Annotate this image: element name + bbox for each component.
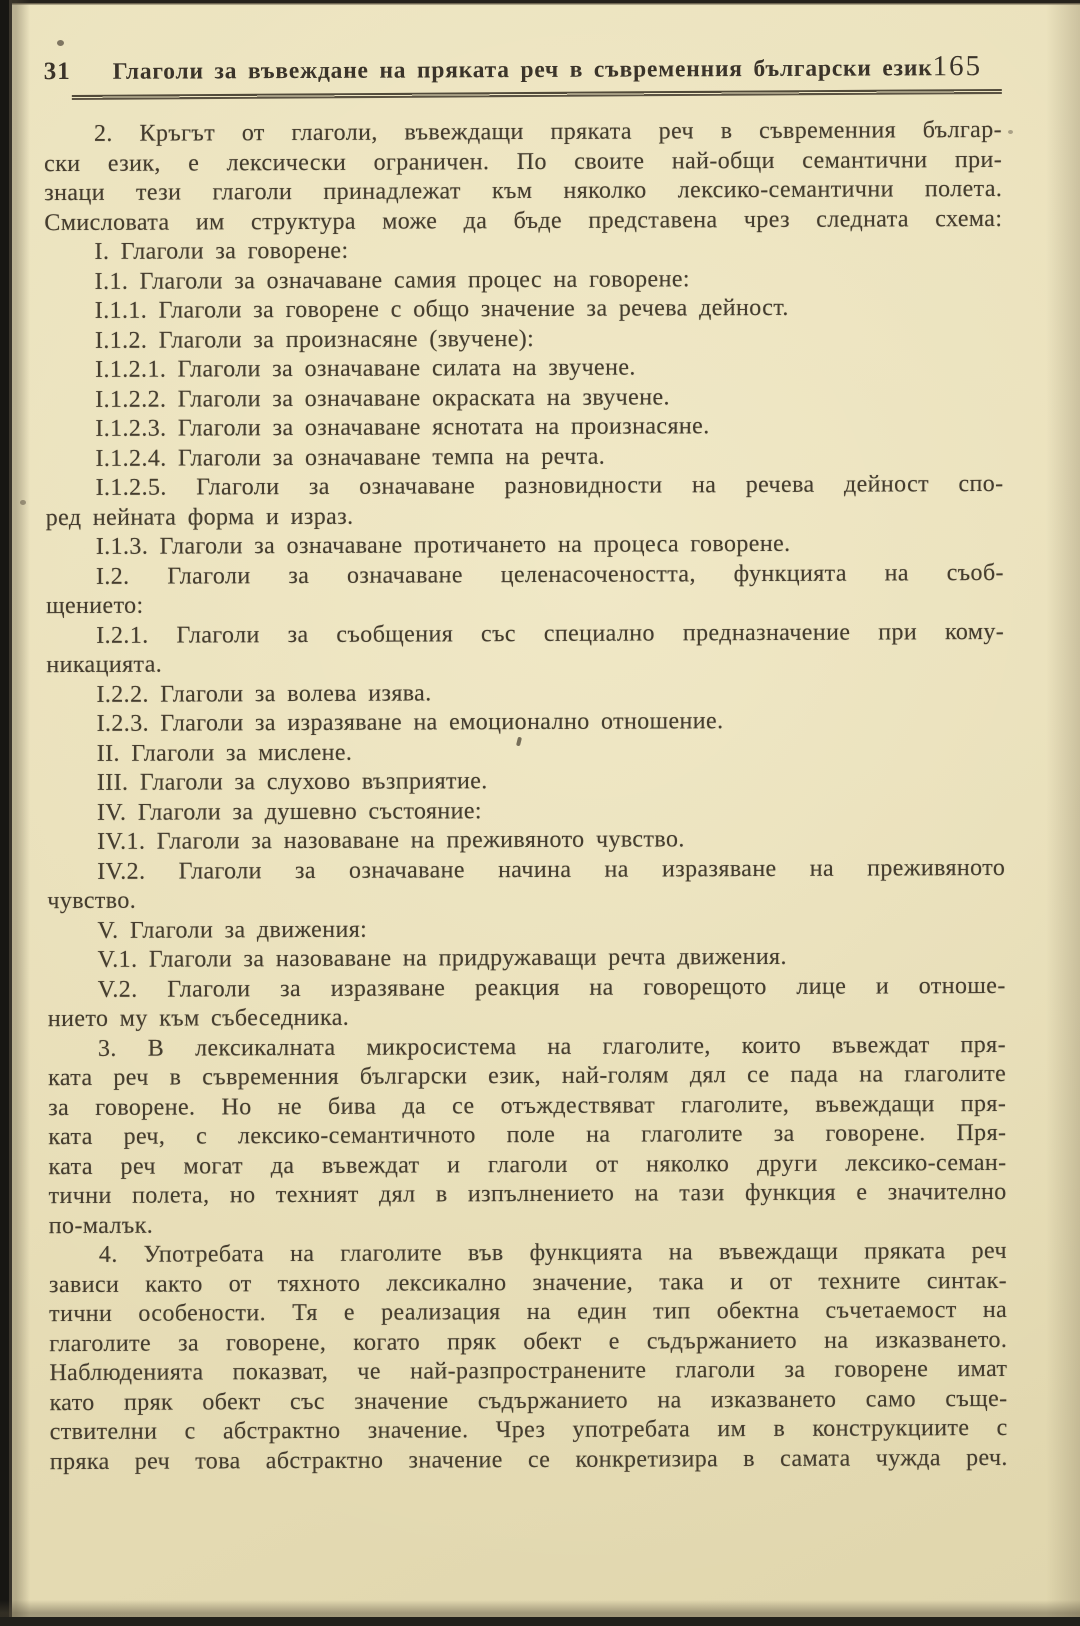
text-line: I.1.2.3. Глаголи за означаване яснотата на произнасяне. bbox=[95, 413, 710, 442]
text-line: тични особености. Тя е реализация на един тип обектна съчетаемост на bbox=[49, 1296, 1008, 1328]
text-line: като пряк обект със значение съдържанието на изказването само съще- bbox=[49, 1385, 1008, 1416]
text-line: I.1.2. Глаголи за произнасяне (звучене): bbox=[94, 325, 535, 354]
text-line: за говорене. Но не бива да се отъждествяват глаголите, въвеждащи пря- bbox=[48, 1090, 1007, 1121]
page-header bbox=[43, 0, 1001, 87]
text-line: пряка реч това абстрактно значение се конкретизира в самата чужда реч. bbox=[49, 1444, 1008, 1475]
text-line: IV.1. Глаголи за назоваване на преживяното чувство. bbox=[97, 826, 685, 855]
column-number: 31 bbox=[43, 57, 71, 86]
text-line: ката реч в съвременния български език, най-голям дял се пада на глаголите bbox=[48, 1060, 1007, 1092]
text-line: нието му към събеседника. bbox=[47, 1004, 350, 1033]
text-line: I.1.3. Глаголи за означаване протичането на процеса говорене. bbox=[95, 530, 791, 560]
text-line: I.2.2. Глаголи за волева изява. bbox=[96, 679, 432, 708]
text-line: IV.2. Глаголи за означаване начина на изразяване на преживяното bbox=[97, 854, 1006, 885]
text-line: тични полета, но техният дял в изпълнението на тази функция е значително bbox=[48, 1178, 1007, 1210]
text-line: I.2.3. Глаголи за изразяване на емоционално отношение. bbox=[96, 708, 724, 737]
text-line: I.2. Глаголи за означаване целенасочеността, функцията на съоб- bbox=[95, 559, 1004, 590]
text-line: 3. В лексикалната микросистема на глаголите, които въвеждат пря- bbox=[97, 1031, 1007, 1062]
text-line: I.1. Глаголи за означаване самия процес на говорене: bbox=[94, 265, 690, 295]
text-line: ред нейната форма и израз. bbox=[45, 503, 354, 531]
text-line: зависи както от тяхното лексикално значение, така и от техните синтак- bbox=[48, 1267, 1008, 1298]
text-line: ски език, е лексически ограничен. По своите най-общи семантични при- bbox=[44, 146, 1003, 177]
text-line: I.1.1. Глаголи за говорене с общо значение за речева дейност. bbox=[94, 294, 789, 324]
text-line: 2. Кръгът от глаголи, въвеждащи пряката реч в съвременния българ- bbox=[93, 116, 1003, 147]
text-line: по-малък. bbox=[48, 1212, 154, 1239]
text-line: I.2.1. Глаголи за съобщения със специално предназначение при кому- bbox=[96, 618, 1005, 649]
text-line: I.1.2.4. Глаголи за означаване темпа на речта. bbox=[95, 443, 606, 472]
text-line: II. Глаголи за мислене. bbox=[96, 739, 353, 767]
text-line: I.1.2.5. Глаголи за означаване разновидности на речева дейност спо- bbox=[95, 470, 1004, 501]
text-line: ствителни с абстрактно значение. Чрез употребата им в конструкциите с bbox=[49, 1414, 1008, 1446]
text-line: чувство. bbox=[47, 887, 137, 915]
text-line: глаголите за говорене, когато пряк обект е съдържанието на изказването. bbox=[49, 1326, 1008, 1357]
scan-speck bbox=[20, 500, 26, 505]
text-line: V.1. Глаголи за назоваване на придружаващи речта движения. bbox=[97, 943, 787, 973]
header-rule bbox=[72, 89, 1002, 100]
running-title: Глаголи за въвеждане на пряката реч в съвременния български език bbox=[112, 55, 933, 85]
text-line: 4. Употребата на глаголите във функцията на въвеждащи пряката реч bbox=[98, 1237, 1007, 1268]
page-number: 165 bbox=[932, 50, 983, 83]
text-line: Наблюденията показват, че най-разпространените глаголи за говорене имат bbox=[49, 1355, 1008, 1387]
scan-speck bbox=[1008, 130, 1013, 134]
text-line: знаци тези глаголи принадлежат към няколко лексико-семантични полета. bbox=[44, 175, 1003, 207]
text-line: I.1.2.2. Глаголи за означаване окраската на звучене. bbox=[95, 383, 670, 413]
text-line: V.2. Глаголи за изразяване реакция на говорещото лице и отноше- bbox=[97, 972, 1006, 1003]
text-line: IV. Глаголи за душевно състояние: bbox=[96, 797, 483, 826]
page-content bbox=[43, 0, 1007, 1477]
scan-edge-left bbox=[0, 0, 30, 1626]
scan-edge-bottom bbox=[0, 1600, 1080, 1626]
text-line: I. Глаголи за говорене: bbox=[94, 237, 349, 265]
text-line: ката реч могат да въвеждат и глаголи от няколко други лексико-семан- bbox=[48, 1149, 1007, 1180]
scan-edge-top bbox=[0, 0, 1080, 5]
scan-speck bbox=[57, 40, 64, 46]
text-line: I.1.2.1. Глаголи за означаване силата на звучене. bbox=[94, 354, 636, 383]
page-right-shading bbox=[1046, 0, 1080, 1626]
text-line: III. Глаголи за слухово възприятие. bbox=[96, 768, 488, 796]
text-line: V. Глаголи за движения: bbox=[97, 916, 368, 944]
text-line: щението: bbox=[46, 592, 144, 620]
text-line: ката реч, с лексико-семантичното поле на глаголите за говорене. Пря- bbox=[48, 1119, 1007, 1151]
text-line: Смисловата им структура може да бъде представена чрез следната схема: bbox=[44, 205, 1003, 236]
text-block bbox=[44, 116, 1008, 1477]
text-line: никацията. bbox=[46, 651, 163, 679]
